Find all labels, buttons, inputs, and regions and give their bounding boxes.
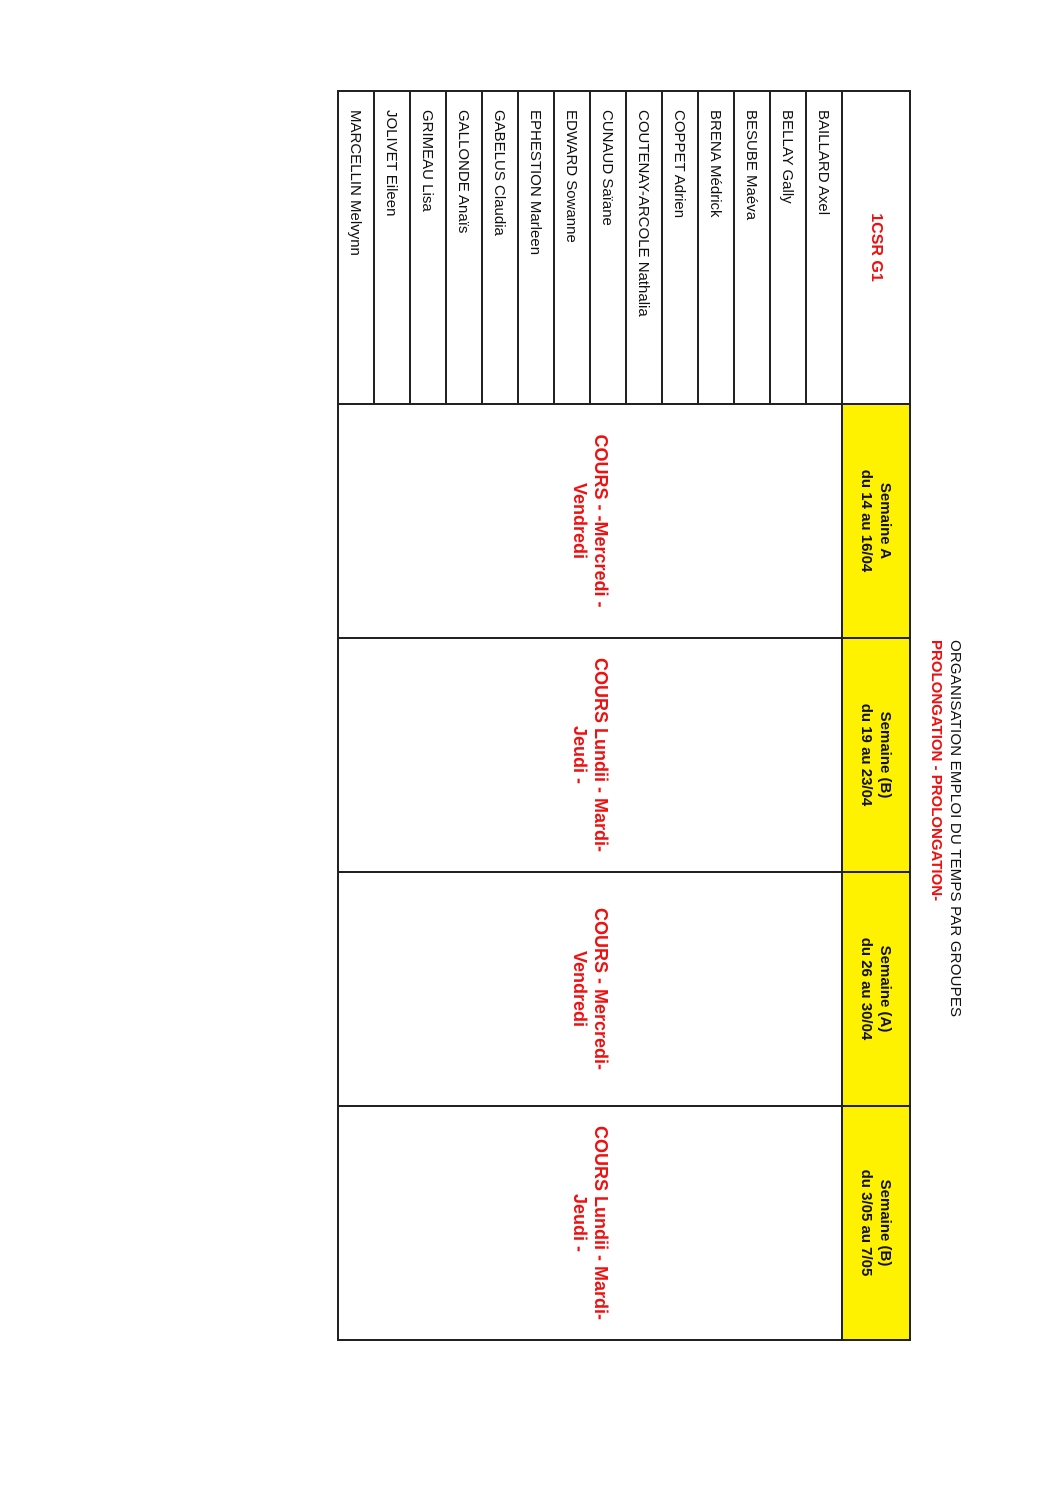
student-name: JOLIVET Eileen [374, 91, 410, 404]
document-title: ORGANISATION EMPLOI DU TEMPS PAR GROUPES [947, 640, 964, 1018]
week-dates: du 3/05 au 7/05 [858, 1169, 875, 1277]
week-header-3 [842, 872, 910, 1106]
week-label: Semaine A [877, 482, 894, 560]
student-name: GALLONDE Anaïs [446, 91, 482, 404]
student-name: MARCELLIN Melvynn [338, 91, 374, 404]
week-header-4 [842, 1106, 910, 1340]
student-name: COUTENAY-ARCOLE Nathalia [626, 91, 662, 404]
student-name: BELLAY Gally [770, 91, 806, 404]
week-dates: du 26 au 30/04 [858, 937, 875, 1041]
student-name: CUNAUD Saïane [590, 91, 626, 404]
week-label: Semaine (B) [877, 1179, 894, 1267]
week-header-1 [842, 404, 910, 638]
student-name: BRENA Médrick [698, 91, 734, 404]
week-label: Semaine (A) [877, 945, 894, 1033]
student-name: BESUBE Maéva [734, 91, 770, 404]
week-header-2 [842, 638, 910, 872]
group-header: 1CSR G1 [842, 91, 910, 404]
student-name: GRIMEAU Lisa [410, 91, 446, 404]
week-label: Semaine (B) [877, 711, 894, 799]
cours-week-2: COURS Lundii - Mardi-Jeudi - [338, 638, 842, 872]
document-subtitle: PROLONGATION - PROLONGATION- [928, 640, 945, 902]
cours-week-4: COURS Lundii - Mardi-Jeudi - [338, 1106, 842, 1340]
student-name: BAILLARD Axel [806, 91, 842, 404]
week-dates: du 19 au 23/04 [858, 703, 875, 807]
student-name: EPHESTION Marleen [518, 91, 554, 404]
header-row [842, 91, 910, 1340]
week-dates: du 14 au 16/04 [858, 469, 875, 573]
schedule-table [337, 90, 911, 1341]
cours-week-3: COURS - Mercredi-Vendredi [338, 872, 842, 1106]
student-name: GABELUS Claudia [482, 91, 518, 404]
student-name: COPPET Adrien [662, 91, 698, 404]
student-name: EDWARD Sowanne [554, 91, 590, 404]
cours-week-1: COURS - -Mercredi -Vendredi [338, 404, 842, 638]
table-row [806, 91, 842, 1340]
